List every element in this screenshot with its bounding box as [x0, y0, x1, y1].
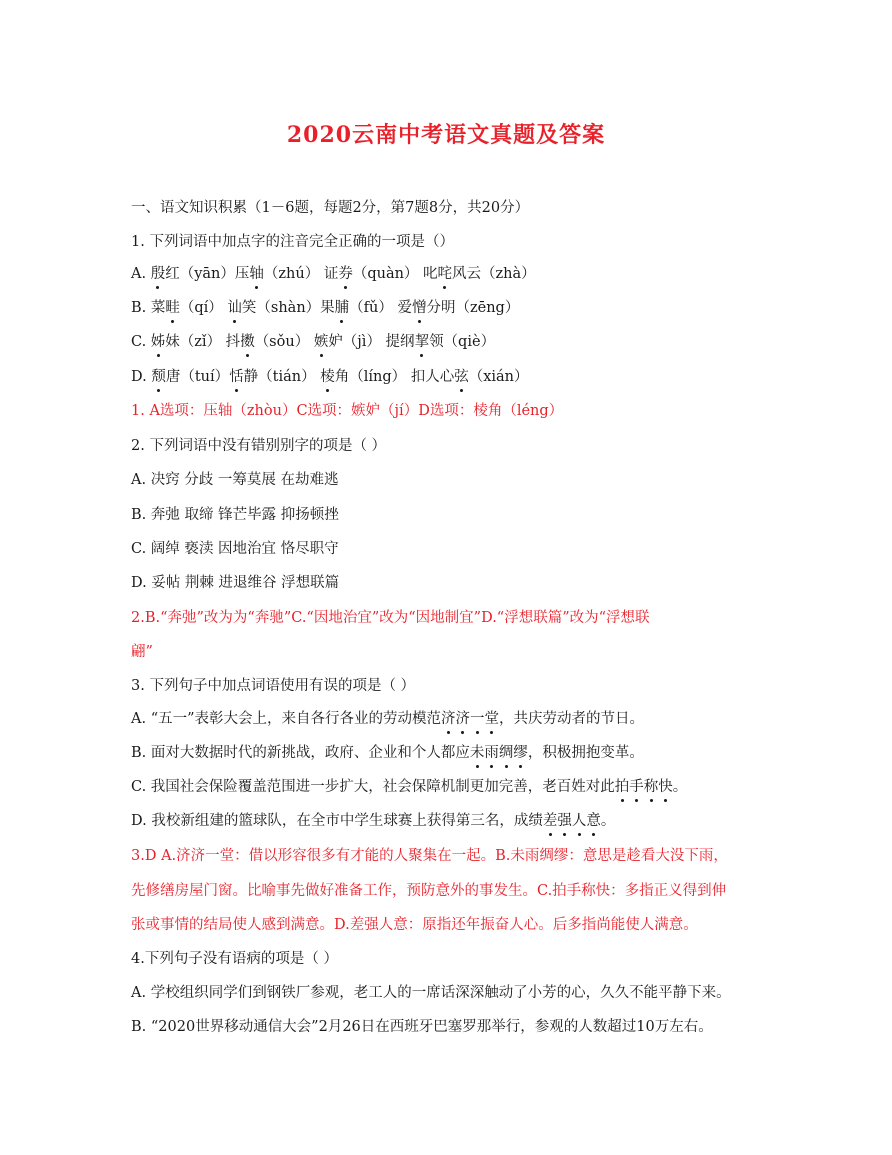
question-3-answer-line-2: 先修缮房屋门窗。比喻事先做好准备工作，预防意外的事发生。C.拍手称快：多指正义得到伸 [131, 883, 727, 899]
page-title: 2020云南中考语文真题及答案 [286, 122, 606, 148]
question-1-option-c: C. 姊妹（zǐ） 抖擞（sǒu） 嫉妒（jì） 提纲挈领（qiè） [131, 334, 496, 350]
question-3-answer-line-1: 3.D A.济济一堂：借以形容很多有才能的人聚集在一起。B.未雨绸缪：意思是趁看大没下雨， [131, 848, 728, 864]
question-2-answer-line-1: 2.B.“奔弛”改为为“奔驰”C.“因地治宜”改为“因地制宜”D.“浮想联篇”改为“浮想联 [131, 610, 650, 626]
section-heading: 一、语文知识积累（1－6题，每题2分，第7题8分，共20分） [131, 200, 530, 216]
question-2-option-c: C. 阔绰 亵渎 因地治宜 恪尽职守 [131, 541, 339, 557]
question-1-answer: 1. A选项：压轴（zhòu）C选项：嫉妒（jí）D选项：棱角（léng） [131, 403, 564, 419]
question-4-option-a: A. 学校组织同学们到钢铁厂参观，老工人的一席话深深触动了小芳的心，久久不能平静下来。 [131, 985, 731, 1001]
question-1-option-b: B. 菜畦（qí） 讪笑（shàn）果脯（fǔ） 爱憎分明（zēng） [131, 300, 520, 316]
question-2-answer-line-2: 翩” [131, 644, 153, 660]
question-4-option-b: B. “2020世界移动通信大会”2月26日在西班牙巴塞罗那举行，参观的人数超过10万左右。 [131, 1019, 713, 1035]
question-3-option-a: A. “五一”表彰大会上，来自各行各业的劳动模范济济一堂，共庆劳动者的节日。 [131, 711, 645, 727]
question-2-option-b: B. 奔弛 取缔 锋芒毕露 抑扬顿挫 [131, 507, 339, 523]
question-3-stem: 3. 下列句子中加点词语使用有误的项是（ ） [131, 678, 416, 694]
question-2-stem: 2. 下列词语中没有错别别字的项是（ ） [131, 438, 387, 454]
question-2-option-a: A. 决窍 分歧 一筹莫展 在劫难逃 [131, 472, 339, 488]
question-4-stem: 4.下列句子没有语病的项是（ ） [131, 951, 338, 967]
question-1-option-d: D. 颓唐（tuí）恬静（tián） 棱角（líng） 扣人心弦（xián） [131, 369, 529, 385]
question-1-stem: 1. 下列词语中加点字的注音完全正确的一项是（） [131, 234, 454, 250]
question-2-option-d: D. 妥帖 荆棘 进退维谷 浮想联篇 [131, 575, 340, 591]
question-3-option-b: B. 面对大数据时代的新挑战，政府、企业和个人都应未雨绸缪，积极拥抱变革。 [131, 745, 644, 761]
question-3-option-d: D. 我校新组建的篮球队，在全市中学生球赛上获得第三名，成绩差强人意。 [131, 813, 616, 829]
question-3-option-c: C. 我国社会保险覆盖范围进一步扩大，社会保障机制更加完善，老百姓对此拍手称快。 [131, 779, 688, 795]
question-1-option-a: A. 殷红（yān）压轴（zhú） 证券（quàn） 叱咤风云（zhà） [131, 266, 536, 282]
question-3-answer-line-3: 张或事情的结局使人感到满意。D.差强人意：原指还年振奋人心。后多指尚能使人满意。 [131, 917, 698, 933]
